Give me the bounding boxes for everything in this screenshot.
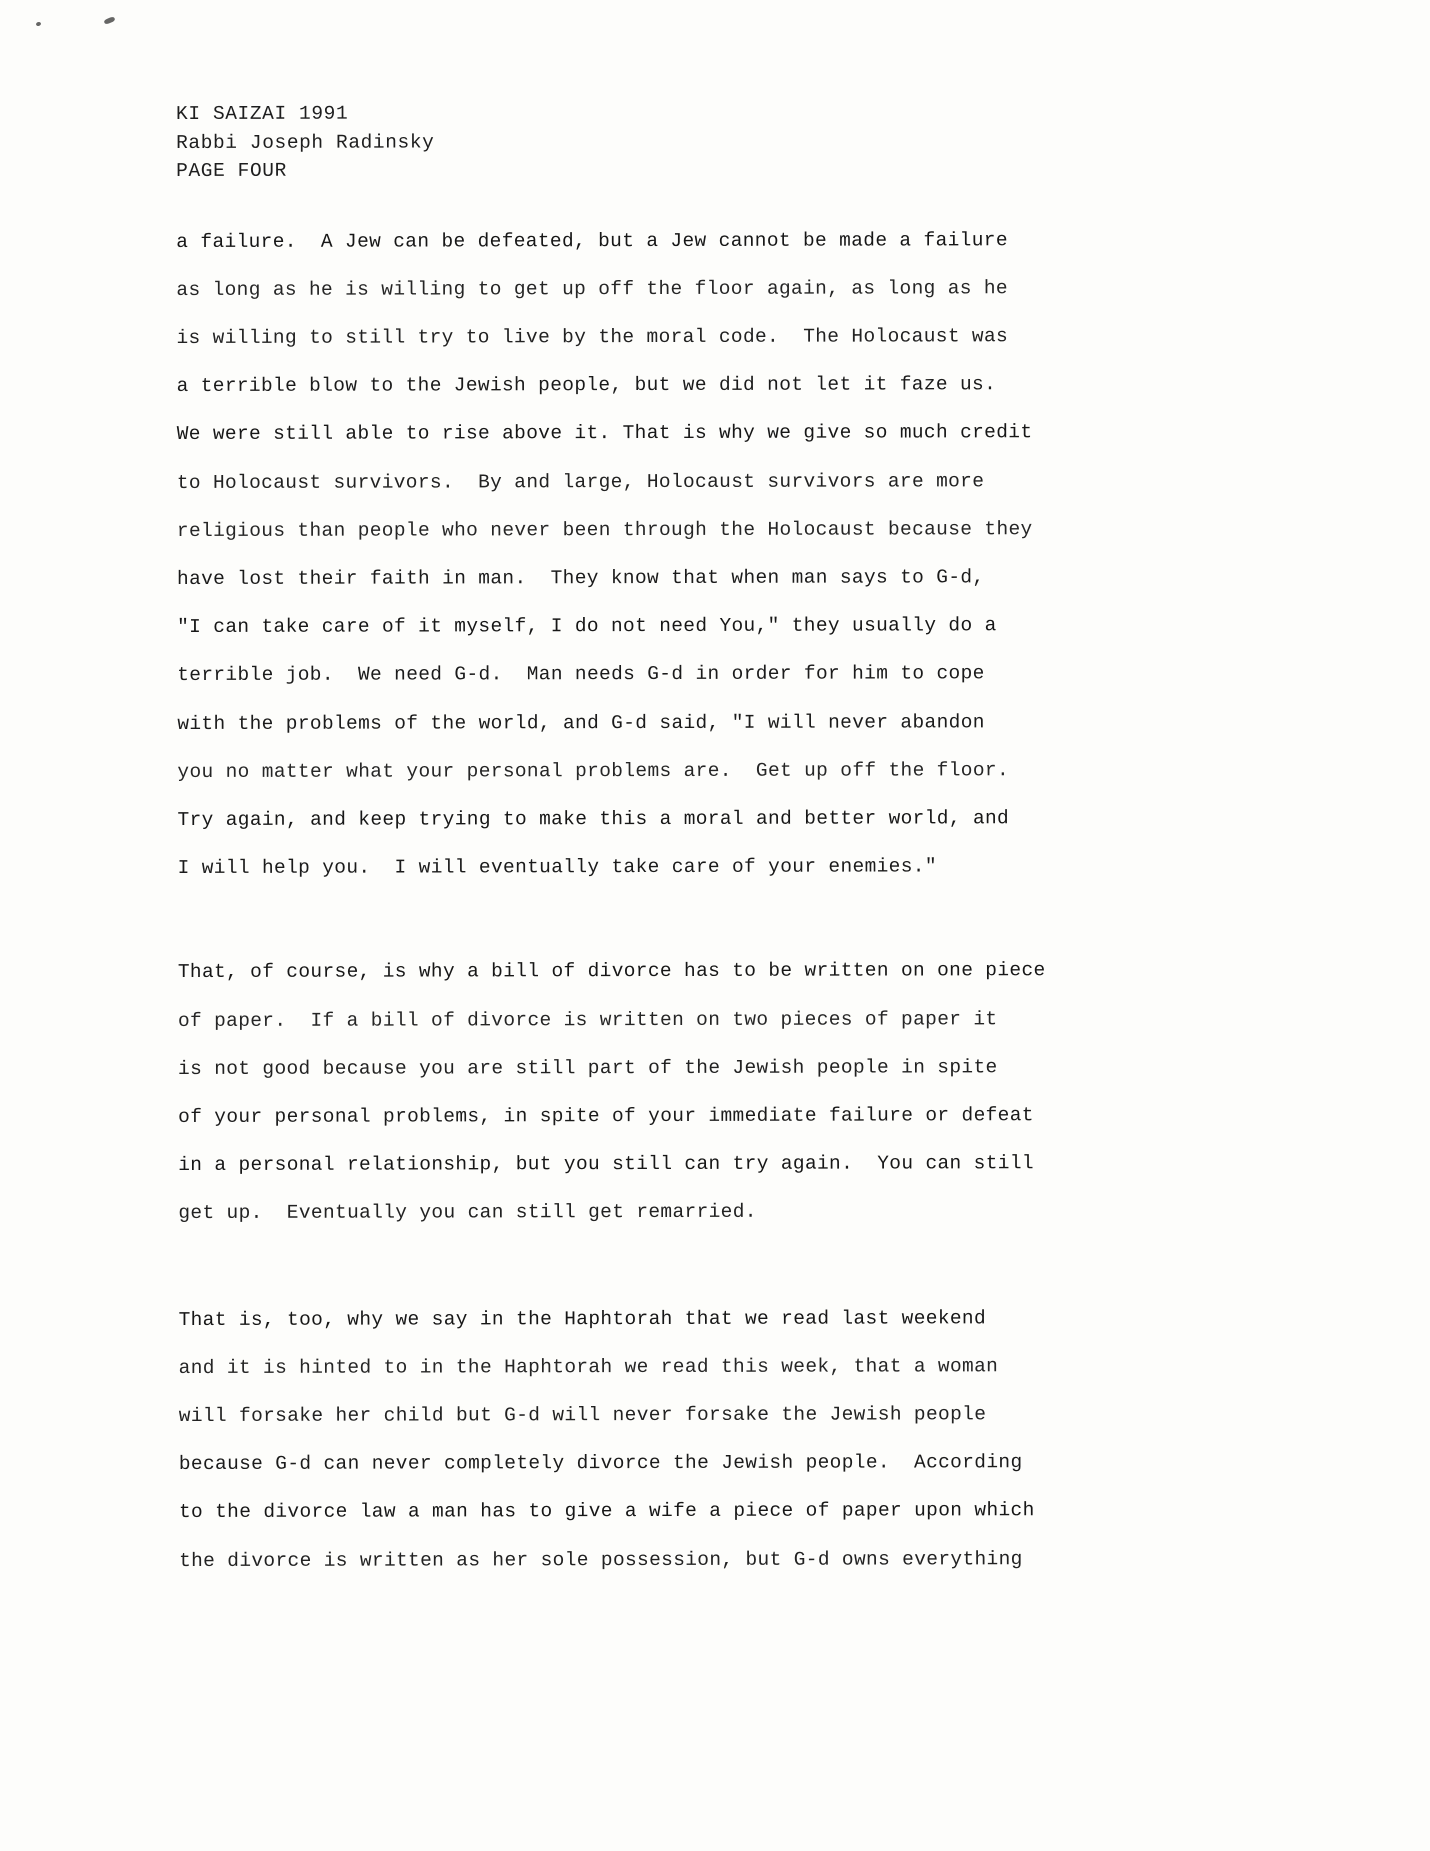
text-line: terrible job. We need G-d. Man needs G-d in order for him to cope: [177, 662, 985, 687]
text-line: in a personal relationship, but you still can try again. You can still: [178, 1152, 1034, 1177]
text-line: and it is hinted to in the Haphtorah we read this week, that a woman: [178, 1355, 999, 1379]
text-line: because G-d can never completely divorce the Jewish people. According: [178, 1451, 1023, 1476]
text-line: of paper. If a bill of divorce is written on two pieces of paper it: [177, 1007, 998, 1032]
paragraph-2: [178, 946, 1239, 1237]
text-line: as long as he is willing to get up off the floor again, as long as he: [176, 276, 1009, 301]
text-line: of your personal problems, in spite of your immediate failure or defeat: [178, 1104, 1034, 1128]
heading-author-line: Rabbi Joseph Radinsky: [176, 130, 435, 154]
paragraph-3: [179, 1293, 1240, 1584]
text-line: I will help you. I will eventually take care of your enemies.": [177, 855, 937, 880]
text-line: you no matter what your personal problems are. Get up off the floor.: [177, 758, 1010, 783]
text-line: a terrible blow to the Jewish people, but we did not let it faze us.: [176, 373, 997, 398]
text-line: will forsake her child but G-d will never forsake the Jewish people: [178, 1403, 987, 1427]
document-heading: [176, 98, 1236, 186]
text-line: "I can take care of it myself, I do not need You," they usually do a: [177, 614, 997, 639]
text-line: get up. Eventually you can still get remarried.: [178, 1201, 757, 1225]
text-line: have lost their faith in man. They know that when man says to G-d,: [176, 566, 985, 590]
text-line: to Holocaust survivors. By and large, Holocaust survivors are more: [176, 469, 985, 494]
text-line: to the divorce law a man has to give a wife a piece of paper upon which: [178, 1499, 1035, 1524]
text-line: Try again, and keep trying to make this a moral and better world, and: [177, 807, 1010, 831]
text-line: with the problems of the world, and G-d said, "I will never abandon: [177, 710, 985, 735]
document-text-block: [176, 98, 1239, 1585]
text-line: religious than people who never been through the Holocaust because they: [176, 517, 1033, 542]
text-line: is not good because you are still part of the Jewish people in spite: [178, 1056, 998, 1080]
text-line: That is, too, why we say in the Haphtorah that we read last weekend: [178, 1306, 987, 1331]
text-line: We were still able to rise above it. That is why we give so much credit: [176, 421, 1033, 446]
text-line: the divorce is written as her sole possession, but G-d owns everything: [179, 1547, 1023, 1572]
scan-speck-icon: [103, 16, 115, 25]
heading-title-line: KI SAIZAI 1991: [176, 102, 349, 125]
paragraph-1: [176, 215, 1237, 892]
heading-page-line: PAGE FOUR: [176, 159, 287, 182]
scan-speck-icon: [36, 21, 42, 26]
text-line: That, of course, is why a bill of divorce has to be written on one piece: [177, 959, 1046, 984]
text-line: is willing to still try to live by the moral code. The Holocaust was: [176, 325, 1009, 349]
text-line: a failure. A Jew can be defeated, but a Jew cannot be made a failure: [176, 228, 1008, 253]
